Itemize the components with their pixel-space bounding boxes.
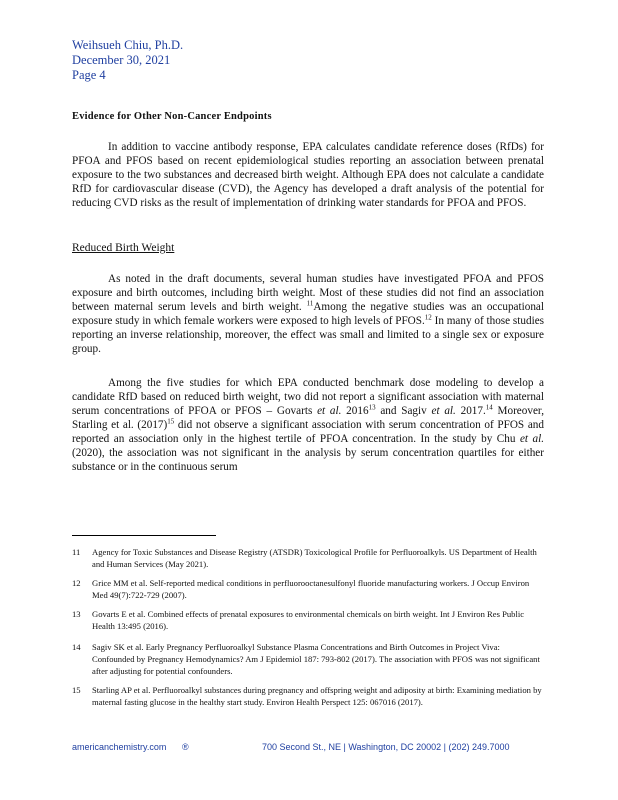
et-al-italic: et al. bbox=[519, 433, 544, 445]
paragraph-text: Moreover, Starling et al. (2017) bbox=[72, 405, 545, 431]
paragraph-text: 2016 bbox=[341, 405, 369, 417]
paragraph-text: Among the five studies for which EPA conducted benchmark dose modeling to develop a candidate RfD based on reduced birth weight, two did not report a significant association with maternal serum concentrations of PFOA or PFOS – Govarts bbox=[72, 377, 544, 417]
paragraph-text: In many of those studies reporting an inverse relationship, moreover, the effect was small and limited to a single sex or exposure group. bbox=[72, 315, 545, 355]
footnote-text: Sagiv SK et al. Early Pregnancy Perfluoroalkyl Substance Plasma Concentrations and Birth Outcomes in Project Viva: Confounded by Pregnancy Hemodynamics? Am J Epidemiol 187: 793-802 (2017). The association with PFOS was not significant after adjusting for potential confounders. bbox=[92, 642, 540, 676]
footnote-ref[interactable]: 12 bbox=[424, 313, 432, 322]
footnote-ref[interactable]: 11 bbox=[306, 299, 314, 308]
et-al-italic: et al. bbox=[431, 405, 456, 417]
paragraph-rfd-overview bbox=[72, 140, 544, 210]
footnote-ref[interactable]: 14 bbox=[485, 403, 493, 412]
footnote-text: Starling AP et al. Perfluoroalkyl substances during pregnancy and offspring weight and adiposity at birth: Examining mediation by maternal fasting glucose in the healthy start study. Environ Health Perspect 125: 067016 (2017). bbox=[92, 685, 542, 707]
paragraph-text: (2020), the association was not significant in the analysis by serum concentration quartiles for either substance or in the continuous serum bbox=[72, 447, 544, 473]
paragraph-text: Among the negative studies was an occupational exposure study in which female workers were exposed to high levels of PFOS. bbox=[72, 301, 544, 327]
paragraph-text: As noted in the draft documents, several human studies have investigated PFOA and PFOS exposure and birth outcomes, including birth weight. Most of these studies did not find an association between maternal serum levels and birth weight. bbox=[72, 273, 544, 313]
paragraph-birth-outcomes bbox=[72, 272, 544, 356]
page-number: Page 4 bbox=[72, 68, 106, 82]
footnote-number: 14 bbox=[72, 642, 81, 652]
footnote-number: 11 bbox=[72, 547, 81, 557]
footnote-11 bbox=[72, 546, 544, 570]
paragraph-text: did not observe a significant association with serum concentration of PFOS and reported an association only in the highest tertile of PFOA concentration. In the study by Chu bbox=[72, 419, 544, 445]
registered-mark: ® bbox=[182, 742, 189, 752]
footnote-15 bbox=[72, 684, 544, 708]
footnote-text: Grice MM et al. Self-reported medical conditions in perfluorooctanesulfonyl fluoride manufacturing workers. J Occup Environ Med 49(7):722-729 (2007). bbox=[92, 578, 530, 600]
footnote-divider bbox=[72, 535, 216, 536]
footnote-14 bbox=[72, 641, 544, 677]
footnote-number: 15 bbox=[72, 685, 81, 695]
paragraph-text: 2017. bbox=[455, 405, 486, 417]
footnote-ref[interactable]: 13 bbox=[368, 403, 376, 412]
section-heading: Evidence for Other Non-Cancer Endpoints bbox=[72, 111, 272, 122]
footnote-number: 12 bbox=[72, 578, 81, 588]
author-name: Weihsueh Chiu, Ph.D. bbox=[72, 38, 184, 52]
footnote-number: 13 bbox=[72, 609, 81, 619]
footer-address: 700 Second St., NE | Washington, DC 20002 | (202) 249.7000 bbox=[262, 742, 510, 752]
paragraph-text: and Sagiv bbox=[375, 405, 432, 417]
subheading-reduced-birth-weight: Reduced Birth Weight bbox=[72, 242, 175, 254]
footnote-13 bbox=[72, 608, 544, 632]
et-al-italic: et al. bbox=[317, 405, 342, 417]
letter-date: December 30, 2021 bbox=[72, 53, 171, 67]
website-link[interactable]: americanchemistry.com bbox=[72, 742, 167, 752]
footnote-ref[interactable]: 15 bbox=[167, 417, 175, 426]
footnote-12 bbox=[72, 577, 544, 601]
footnote-text: Govarts E et al. Combined effects of prenatal exposures to environmental chemicals on birth weight. Int J Environ Res Public Health 13:495 (2016). bbox=[92, 609, 525, 631]
paragraph-text: In addition to vaccine antibody response, EPA calculates candidate reference doses (RfDs) for PFOA and PFOS based on recent epidemiological studies reporting an association between prenatal exposure to the two substances and decreased birth weight. Although EPA does not calculate a candidate RfD for cardiovascular disease (CVD), the Agency has developed a draft analysis of the potential for reducing CVD risks as the result of implementation of drinking water standards for PFOA and PFOS. bbox=[72, 141, 544, 209]
letter-header bbox=[72, 38, 183, 83]
paragraph-benchmark-studies bbox=[72, 376, 544, 474]
footnote-text: Agency for Toxic Substances and Disease Registry (ATSDR) Toxicological Profile for Perfluoroalkyls. US Department of Health and Human Services (May 2021). bbox=[92, 547, 537, 569]
